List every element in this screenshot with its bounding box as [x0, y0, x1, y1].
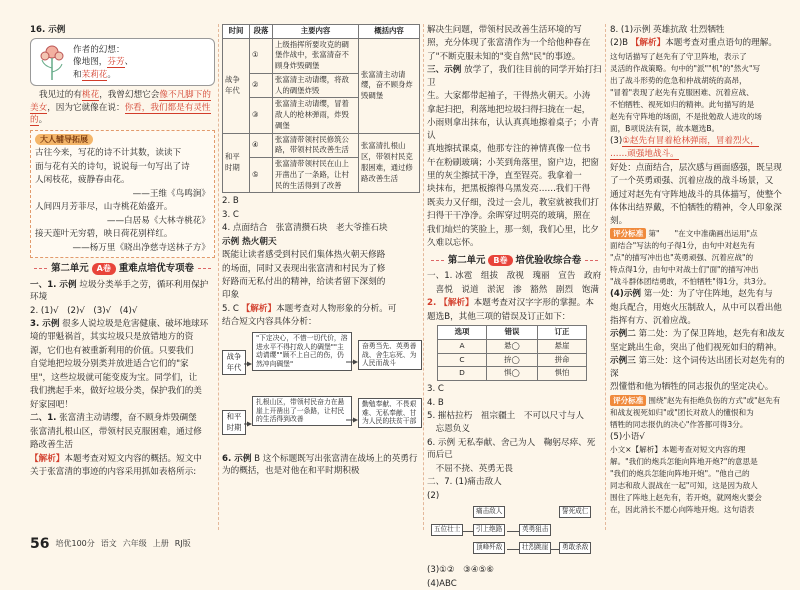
analysis-text: 本题考查对人物形象的分析。可 [276, 303, 397, 314]
answer-1: 一、1. 冰雹 组拔 敌视 瑰丽 宣告 政府 [427, 271, 602, 282]
diagram-detail-1: "下定决心，不惜一切代价，溶进水平不得打敌人的碉堡""主动请缨""顾不上自己的伤，仍然冲向碉堡" [252, 332, 352, 371]
table-cell: 拚◯ [486, 353, 537, 367]
answer-5: 5. 摧枯拉朽 祖宗疆土 不可以尺寸与人 [427, 410, 585, 421]
answer-underlined: ……顽强地战斗。 [610, 149, 679, 160]
answer-text: 生。大家都带起袖子，干得热火朝天。小涛 [427, 91, 591, 102]
analysis [30, 453, 215, 465]
analysis-text: 同志和敌人混战在一起"可知，这是因为敌人 [610, 481, 758, 491]
unit-heading-a [30, 262, 215, 276]
answer-3 [30, 318, 215, 330]
analysis-text: 这句话描写了赵先有了守卫阵地，表示了 [610, 51, 747, 61]
tip-line: 人闲枝花，疲静春由花。 [35, 175, 130, 186]
table-cell: 上级指挥所要攻克的碉堡作战中，张富清奋不顾身炸毁碉堡 [273, 38, 359, 73]
diagram-trait-1: 奋勇当先、英勇善战、舍生忘死、为人民而战斗 [358, 340, 422, 370]
analysis-text: "冒着"表现了赵先有克服困难、沉着应战、 [610, 87, 754, 97]
answer-1 [30, 279, 215, 304]
table-header: 时间 [223, 25, 250, 39]
note-text: 我见过的有 [39, 90, 82, 101]
score-text: 特点得1分，由句中对战士们"面"的描写冲出 [610, 265, 759, 275]
score-badge: 评分标准 [610, 395, 646, 406]
character-diagram [222, 332, 420, 450]
tip-line: 面与花有关的诗句，说说每一句写出了诗 [35, 161, 190, 172]
diagram-node: 誓死成仁 [559, 506, 591, 518]
answer-7-2: (2) [427, 490, 440, 501]
diagram-node: 英勇狙击 [519, 524, 551, 536]
analysis-text: 本题考查对汉字字形的掌握。本 [473, 298, 594, 309]
answer-2 [427, 297, 602, 309]
poem-line-1 [73, 56, 210, 68]
answer-4 [30, 412, 215, 424]
diagram-node: 勇敢杀敌 [559, 542, 591, 554]
answer-text: 里的灰尘擦拭干净，直至锃亮。我拿着一 [427, 170, 582, 181]
poem-text: 、 [124, 57, 134, 68]
answer-text: 放学了，我们往目前的同学开始打扫卫 [427, 65, 602, 88]
table-cell: 战争年代 [223, 38, 250, 133]
column-1 [30, 24, 215, 536]
analysis-text: 关于张富清的事迹的内容采用抓如表格所示: [30, 467, 197, 477]
poem-fill: 茉莉花 [81, 69, 108, 80]
table-cell: 惧◯ [486, 367, 537, 381]
table-cell: ③ [250, 98, 273, 133]
answer-3: 3. C [427, 384, 444, 395]
table-header-row [223, 25, 420, 39]
answer-label: 三、示例 [427, 65, 462, 76]
tip-source: ——王维《鸟鸣涧》 [132, 188, 210, 199]
answer-7: 二、7. (1)痛击敌人 [427, 477, 502, 488]
poem-text: 和 [73, 69, 82, 80]
table-cell: 惧怕 [538, 367, 587, 381]
answer-text: 炮兵配合，用炮火压制敌人，从中可以看出他 [610, 302, 782, 313]
answer-2: 2. B [222, 196, 239, 207]
diagram-line [507, 549, 519, 550]
tip-source: ——杨万里《晓出净慈寺送林子方》 [72, 242, 210, 253]
answer-8-5: (5)小语√ [610, 431, 645, 442]
answer-8-4b [610, 328, 790, 340]
table-cell: 和平时期 [223, 133, 250, 193]
note-fill: 像不凡脚下的美女 [30, 90, 211, 113]
analysis-text: 面，B项说法有误，故本题选B。 [610, 123, 720, 133]
column-divider [605, 24, 606, 530]
score-text: "点"的描写冲出也"英勇顽强、沉着应战"的 [610, 253, 754, 263]
answer-text: 张富清主动请缨，奋不顾身炸毁碉堡 [59, 413, 197, 424]
tip-line: 人间四月芳菲尽，山寺桃花始盛开。 [35, 202, 173, 213]
answer-label: (2)B [610, 38, 629, 49]
diagram-line [507, 531, 519, 532]
analysis-text: 赵先有守阵地的场面，不是批勉敌人进攻的场 [610, 111, 762, 121]
answer-4: 4. B [427, 397, 444, 408]
table-cell: 张富清扎根山区，带领村民克服困难，通过修路改善生活 [359, 133, 420, 193]
table-row [223, 38, 420, 73]
answer-text: 里"，这些垃圾就可能变废为宝。同学们，让 [30, 372, 198, 383]
answer-8-4c [610, 355, 790, 380]
table-header-row [438, 326, 587, 340]
answer-label: 一、1. 示例 [30, 279, 77, 290]
table-cell: 张富清主动请缨，奋不顾身炸毁碉堡 [359, 38, 420, 133]
answer-text: 张富清扎根山区，带领村民克服困难，通过修 [30, 426, 202, 437]
diagram-node: 顶峰歼敌 [473, 542, 505, 554]
answer-6b: 不屈不挠、英勇无畏 [427, 463, 513, 474]
score-rule-2 [610, 395, 790, 406]
analysis-text: 本题考查对短文内容的概括。短文中 [64, 453, 202, 464]
analysis-text: 在，因此消长不愿心向阵地开炮。这句语表 [610, 505, 755, 515]
table-cell: 悬崖 [538, 339, 587, 353]
table-cell: C [438, 353, 487, 367]
answer-text: 好路而无私付出的精神，给读者留下深刻的 [222, 277, 386, 287]
answer-8-4 [610, 288, 790, 300]
table-cell: D [438, 367, 487, 381]
column-divider [423, 24, 424, 530]
answer-text: 第一处：为了守住阵地，赵先有与 [643, 289, 773, 300]
tip-line: 接天莲叶无穷碧，映日荷花别样红。 [35, 229, 173, 240]
diagram-era-2: 和平时期 [222, 410, 246, 435]
answer-label: 3. 示例 [30, 319, 60, 330]
answer-label: 示例二 [610, 329, 636, 340]
answer-text: B 这个标题既写出张富清在战场上的英勇行为的概括，也是对他在和平时期积极 [222, 453, 418, 477]
table-cell: 张富清主动请缨，将敌人的碉堡炸毁 [273, 73, 359, 97]
unit-title: 第二单元 [447, 254, 486, 266]
answer-text: 既卖力又仔细，没过一会儿，教室就被我们打 [427, 197, 599, 208]
poem-text: 。 [107, 69, 117, 80]
answer-text: 烈懂惜和他为牺牲的同志报仇的坚定决心。 [610, 382, 774, 393]
answer-4: 4. 点面结合 张富清攒石块 老大爷推石块 [222, 223, 388, 234]
answer-label: (4)示例 [610, 289, 642, 300]
analysis-text: 不怕牺牲、视死如归的精神。此句描写的是 [610, 99, 755, 109]
score-text: 面结合"写法的句子得1分，由句中对赵先有 [610, 241, 756, 251]
poem-text: 像地图， [73, 57, 108, 68]
unit-badge: A卷 [92, 263, 116, 275]
analysis-text: 小文×【解析】本题考查对短文内容的理 [610, 445, 746, 455]
column-divider [218, 24, 219, 530]
note-text: ，我曾幻想它 [99, 90, 151, 101]
analysis-text: 题选B，其他三项的错误及订正如下： [427, 311, 571, 322]
tip-title: 大人辅导拓展 [35, 134, 93, 146]
answer-text: 解决生问题，带领村民改善生活环境的写 [427, 25, 582, 35]
answer-text: 扫得干干净净。余晖穿过明亮的玻璃，照在 [427, 211, 591, 222]
column-4 [610, 24, 790, 536]
answer-2: 2. (1)√ (2)√ (3)√ (4)√ [30, 305, 138, 316]
question-16-label: 16. 示例 [30, 25, 66, 35]
analysis-text: 解。"我们的炮兵怎能向阵地开炮?"的意思是 [610, 457, 758, 467]
answer-text: 午在粉刷玻璃；小芙到角落里，窗户边，把窗 [427, 157, 599, 168]
table-cell: 张富清带领村民修筑公路，带领村民改善生活 [273, 133, 359, 157]
answer-text: 了一个英勇顽强、沉着应战的战斗场景，又 [610, 176, 774, 187]
diagram-node: 引上绝路 [473, 524, 505, 536]
score-text: 牺牲的同志报仇的决心"作答都可得3分。 [610, 419, 748, 429]
note-fill: 你看，我们都是有灵性的 [30, 102, 211, 126]
answer-text: 很多人说垃圾是危害健康、破坏地球环 [62, 319, 209, 330]
score-text: 和战友视死如归"或"团长对敌人的懂恨和为 [610, 407, 754, 417]
table-row [438, 353, 587, 367]
answer-text: 拿起扫把，利落地把垃圾扫得扫拢在一起， [427, 104, 591, 115]
answer-8-2 [610, 37, 790, 49]
answer-7-3: (3)①② ③④⑤⑥ [427, 565, 494, 576]
answer-text: 好家园吧！ [30, 399, 73, 410]
table-cell: 悬◯ [486, 339, 537, 353]
answer-text: 块抹布，把黑板擦得乌黑发亮……我们干得 [427, 184, 591, 195]
unit-heading-b [427, 254, 602, 268]
answer-text: 指挥有方、沉着应战。 [610, 315, 696, 326]
answer-4-example: 示例 热火朝天 [222, 236, 277, 247]
answer-8-3 [610, 135, 790, 147]
answer-5b: 忘恩负义 [427, 424, 470, 435]
analysis-label: 2. 【解析】 [427, 298, 474, 309]
analysis-label: 【解析】 [30, 453, 65, 464]
answer-text: 坚定跳出生命，突出了他们视死如归的精神。 [610, 342, 782, 353]
diagram-detail-2: 扎根山区，带领村民奋力在悬崖上开凿出了一条路，让村民的生活得到改善 [252, 396, 352, 426]
answer-text: 的场面，同时又表现出张富清和村民为了修 [222, 263, 386, 274]
answer-text: 了"不断克服未知的"变自然"民"的事迹。 [427, 51, 581, 62]
answer-8-1: 8. (1)示例 英雄抗敌 壮烈牺牲 [610, 25, 725, 35]
unit-subtitle: 重难点培优专项卷 [118, 263, 194, 275]
table-cell: 张富清主动请缨，冒着敌人的枪林弹雨，炸毁碉堡 [273, 98, 359, 133]
answer-text: 境的罪魁祸首，其实垃圾只是放错地方的资 [30, 332, 194, 343]
answer-5 [222, 303, 420, 315]
answer-3: 3. C [222, 209, 239, 220]
answer-7-4: (4)ABC [427, 578, 457, 589]
note-text: 。 [38, 115, 48, 126]
score-text: "战斗群体团结勇敢，不怕牺牲"得1分，共3分。 [610, 277, 771, 287]
answer-text: 照，充分体现了张富清作为一个给他种春在 [427, 38, 591, 49]
table-header: 选项 [438, 326, 487, 340]
poem-note [30, 89, 215, 126]
column-3 [427, 24, 602, 589]
poem-fill: 芬芳 [107, 57, 125, 68]
tip-box [30, 130, 215, 258]
diagram-line [463, 531, 473, 532]
table-header: 订正 [538, 326, 587, 340]
unit-badge: B卷 [488, 255, 512, 267]
answer-label: 示例三 [610, 356, 636, 367]
diagram-line [551, 549, 559, 550]
answer-text: 第三处：这个词传达出团长对赵先有的深 [610, 356, 785, 379]
tip-source: ——白居易《大林寺桃花》 [106, 215, 210, 226]
grade: 六年级 [122, 539, 147, 549]
answer-text: 印象 [222, 290, 240, 301]
table-cell: 张富清带领村民在山上开凿出了一条路，让村民的生活得到了改善 [273, 158, 359, 193]
answer-label: 5. C [222, 303, 239, 314]
score-rule [610, 228, 790, 239]
subject: 语文 [100, 539, 117, 549]
edition: RJ版 [174, 539, 191, 549]
answer-text: 我们灿烂的笑脸上，那一刻，我们心里，比夕 [427, 224, 599, 235]
battle-diagram [427, 504, 602, 562]
summary-table [222, 24, 420, 193]
answer-label: 6. 示例 [222, 453, 252, 464]
answer-6: 6. 示例 无私奉献、舍己为人 鞠躬尽瘁、死而后已 [427, 437, 596, 461]
flower-icon [35, 42, 69, 82]
table-header: 错误 [486, 326, 537, 340]
analysis-text: 本题考查对重点语句的理解。 [665, 38, 777, 49]
table-cell: ④ [250, 133, 273, 157]
table-cell: ② [250, 73, 273, 97]
analysis-text: 出了战斗形势的危急和仲战胡统的高昂， [610, 75, 747, 85]
note-fill: 桃花 [81, 90, 100, 101]
poem-prefix: 作者的幻想： [73, 44, 125, 55]
table-header: 概括内容 [359, 25, 420, 39]
diagram-node: 痛击敌人 [473, 506, 505, 518]
analysis-text: 灵活的作战策略。句中的"派""机"的"然火"写 [610, 63, 761, 73]
column-2 [222, 24, 420, 536]
answer-text: 垃圾分类举手之劳，循环利用保护环境 [30, 279, 209, 303]
table-header: 段落 [250, 25, 273, 39]
table-cell: ① [250, 38, 273, 73]
table-row [223, 133, 420, 157]
answer-text: 好处：点面结合，层次感与画面感强，既呈现 [610, 162, 782, 173]
answer-text: 久难以忘怀。 [427, 238, 479, 249]
page-footer [30, 534, 191, 554]
answer-text: 源，它们也有被重新利用的价值。只要我们 [30, 345, 194, 356]
analysis-label: 【解析】 [241, 303, 277, 314]
answer-text: 既能让读者感受到村民们集体热火朝天修路 [222, 250, 386, 261]
answer-1b: 喜悦 说道 淤泥 渗 豁然 剧烈 饱满 [427, 284, 599, 295]
score-text: 第" "在文中准确画出运用"点 [648, 229, 758, 239]
poem-box [30, 38, 215, 86]
table-cell: ⑤ [250, 158, 273, 193]
diagram-era-1: 战争年代 [222, 350, 246, 375]
answer-text: 路改善生活 [30, 440, 73, 451]
answer-label: (3) [610, 135, 623, 146]
table-header: 主要内容 [273, 25, 359, 39]
term: 上册 [152, 539, 169, 549]
answer-text: 真地擦拭课桌，他那专注的神情真像一位书 [427, 144, 591, 155]
analysis-text: "我们的炮兵怎能向阵地开炮"。"他自己的 [610, 469, 750, 479]
tip-line: 古往今来，写花的诗不计其数，读读下 [35, 148, 182, 159]
analysis-text: 围住了阵地上赵先有，若开炮，就网炮火要会 [610, 493, 762, 503]
note-text: ，因为它就像在说： [47, 102, 125, 113]
answer-label: 二、1. [30, 413, 57, 424]
page-number: 56 [30, 535, 50, 552]
composition [427, 64, 602, 89]
answer-text [610, 148, 790, 160]
diagram-trait-2: 勤勉奉献、不畏艰难、无私奉献、甘为人民的扶贫干部 [358, 398, 422, 428]
table-row [438, 367, 587, 381]
poem-line-2 [73, 69, 210, 81]
answer-underlined: ①赵先有冒着枪林弹雨，冒着烈火， [622, 135, 759, 146]
answer-6 [222, 453, 420, 478]
table-cell: 拼命 [538, 353, 587, 367]
answer-text: 小雨则拿出抹布，认认真真地擦着桌子；小青认 [427, 118, 599, 141]
unit-title: 第二单元 [51, 263, 89, 275]
diagram-node: 五位壮士 [431, 524, 463, 536]
note-text: 会 [150, 90, 160, 101]
unit-subtitle: 培优验收综合卷 [515, 254, 582, 266]
analysis-label: 【解析】 [630, 38, 666, 49]
score-text: 围绕"赵先有拒绝负伤的方式"或"赵先有 [648, 395, 781, 405]
table-cell: A [438, 339, 487, 353]
diagram-node: 壮烈跳崖 [519, 542, 551, 554]
correction-table [437, 325, 587, 381]
book-title: 培优100分 [55, 539, 95, 549]
analysis-text: 结合短文内容具体分析： [222, 317, 317, 328]
answer-text: 第二处：为了保卫阵地，赵先有和战友 [638, 329, 785, 340]
diagram-arrows [222, 332, 420, 450]
score-badge: 评分标准 [610, 228, 646, 239]
answer-text: 我们携起手来，做好垃圾分类，保护我们的美 [30, 386, 202, 397]
answer-text: 体体出结界戴，不怕牺牲的精神，令人印象深刻。 [610, 203, 782, 226]
table-row [438, 339, 587, 353]
answer-text: 通过对赵先有守阵地战斗的具体描写，使整个 [610, 189, 782, 200]
answer-text: 自觉地把垃圾分别类并放进适合它们的"家 [30, 359, 189, 370]
